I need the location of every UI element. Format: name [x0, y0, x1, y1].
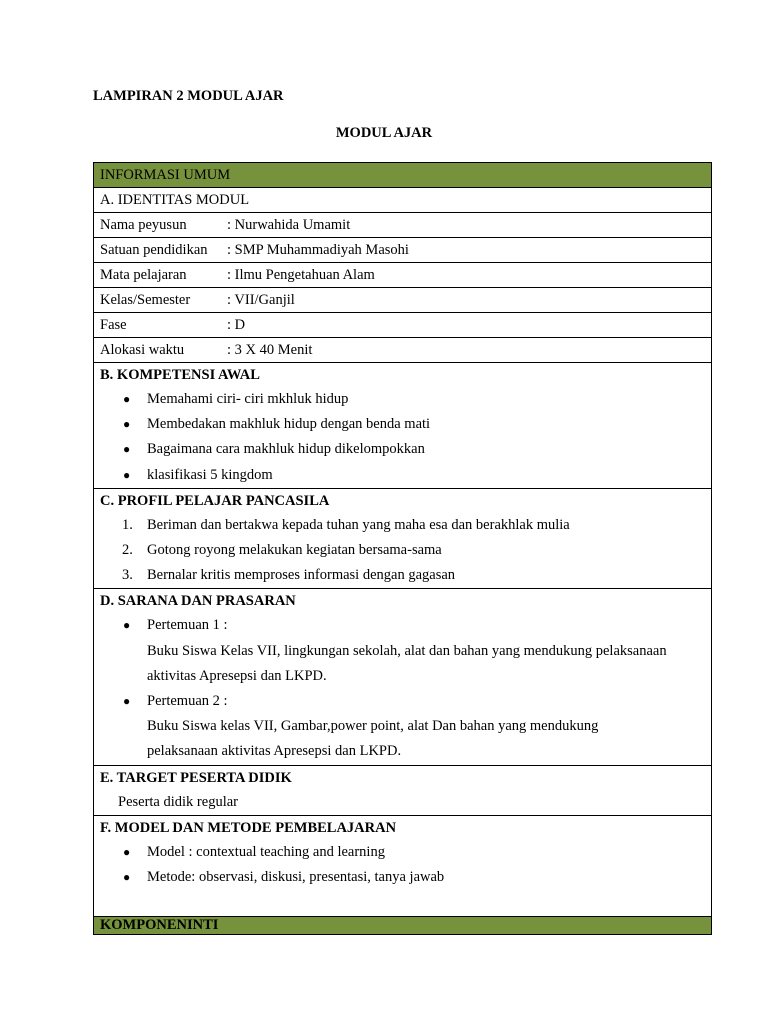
- field-row-mapel: [94, 263, 711, 288]
- list-item-detail: Buku Siswa Kelas VII, lingkungan sekolah, alat dan bahan yang mendukung pelaksanaan: [147, 642, 667, 659]
- field-row-nama: [94, 213, 711, 238]
- field-label: Kelas/Semester: [100, 292, 191, 308]
- field-label: Nama peyusun: [100, 217, 187, 233]
- bullet-icon: ●: [123, 467, 131, 482]
- section-d: [94, 589, 711, 765]
- bullet-icon: ●: [123, 417, 131, 432]
- bullet-icon: ●: [123, 844, 131, 859]
- list-item-detail: pelaksanaan aktivitas Apresepsi dan LKPD.: [147, 743, 402, 760]
- field-row-fase: [94, 313, 711, 338]
- bullet-icon: ●: [123, 870, 131, 885]
- section-f-heading: F. MODEL DAN METODE PEMBELAJARAN: [100, 819, 397, 836]
- section-e-text: Peserta didik regular: [118, 793, 238, 810]
- section-e-heading: E. TARGET PESERTA DIDIK: [100, 769, 292, 786]
- section-b-heading: B. KOMPETENSI AWAL: [100, 367, 260, 383]
- list-item: ● Pertemuan 2 :: [100, 689, 711, 714]
- field-row-alokasi: [94, 338, 711, 363]
- field-value: : 3 X 40 Menit: [227, 342, 313, 358]
- list-item: 1. Beriman dan bertakwa kepada tuhan yang maha esa dan berakhlak mulia: [100, 513, 711, 538]
- section-c-heading: C. PROFIL PELAJAR PANCASILA: [100, 492, 330, 509]
- field-label: Mata pelajaran: [100, 267, 187, 283]
- section-f: [94, 816, 711, 917]
- field-row-satuan: [94, 238, 711, 263]
- appendix-label: LAMPIRAN 2 MODUL AJAR: [93, 88, 284, 104]
- list-item: 2. Gotong royong melakukan kegiatan bersama-sama: [100, 538, 711, 563]
- field-value: : SMP Muhammadiyah Masohi: [227, 242, 409, 258]
- list-item: ● Membedakan makhluk hidup dengan benda mati: [100, 412, 711, 437]
- list-number: 2.: [122, 542, 133, 559]
- list-number: 3.: [122, 567, 133, 584]
- field-value: : D: [227, 317, 246, 333]
- bullet-icon: ●: [123, 618, 131, 633]
- bullet-icon: ●: [123, 392, 131, 406]
- info-table: [93, 162, 712, 935]
- bullet-icon: ●: [123, 694, 131, 709]
- field-label: Alokasi waktu: [100, 342, 185, 358]
- table-footer-komponen-inti: KOMPONENINTI: [94, 917, 711, 934]
- bullet-icon: ●: [123, 442, 131, 457]
- list-item: ● Model : contextual teaching and learning: [100, 840, 711, 865]
- section-d-heading: D. SARANA DAN PRASARAN: [100, 593, 296, 610]
- list-item: ● klasifikasi 5 kingdom: [100, 463, 711, 488]
- list-item: ● Bagaimana cara makhluk hidup dikelompokkan: [100, 437, 711, 462]
- list-item-detail: Buku Siswa kelas VII, Gambar,power point, alat Dan bahan yang mendukung: [147, 718, 599, 735]
- field-value: : Nurwahida Umamit: [227, 217, 351, 233]
- section-e: [94, 766, 711, 816]
- field-label: Satuan pendidikan: [100, 242, 208, 258]
- list-item: ● Memahami ciri- ciri mkhluk hidup: [100, 387, 711, 412]
- section-a-heading: A. IDENTITAS MODUL: [94, 188, 711, 213]
- list-number: 1.: [122, 516, 133, 533]
- list-item-detail: aktivitas Apresepsi dan LKPD.: [147, 667, 327, 684]
- field-row-kelas: [94, 288, 711, 313]
- document-title: MODUL AJAR: [335, 125, 433, 141]
- field-value: : VII/Ganjil: [227, 292, 295, 308]
- field-value: : Ilmu Pengetahuan Alam: [227, 267, 375, 283]
- table-header-informasi-umum: INFORMASI UMUM: [94, 163, 711, 188]
- list-item: ● Pertemuan 1 :: [100, 613, 711, 638]
- field-label: Fase: [100, 317, 127, 333]
- list-item: 3. Bernalar kritis memproses informasi dengan gagasan: [100, 563, 711, 588]
- section-c: [94, 489, 711, 590]
- section-b: [94, 363, 711, 489]
- list-item: ● Metode: observasi, diskusi, presentasi, tanya jawab: [100, 865, 711, 890]
